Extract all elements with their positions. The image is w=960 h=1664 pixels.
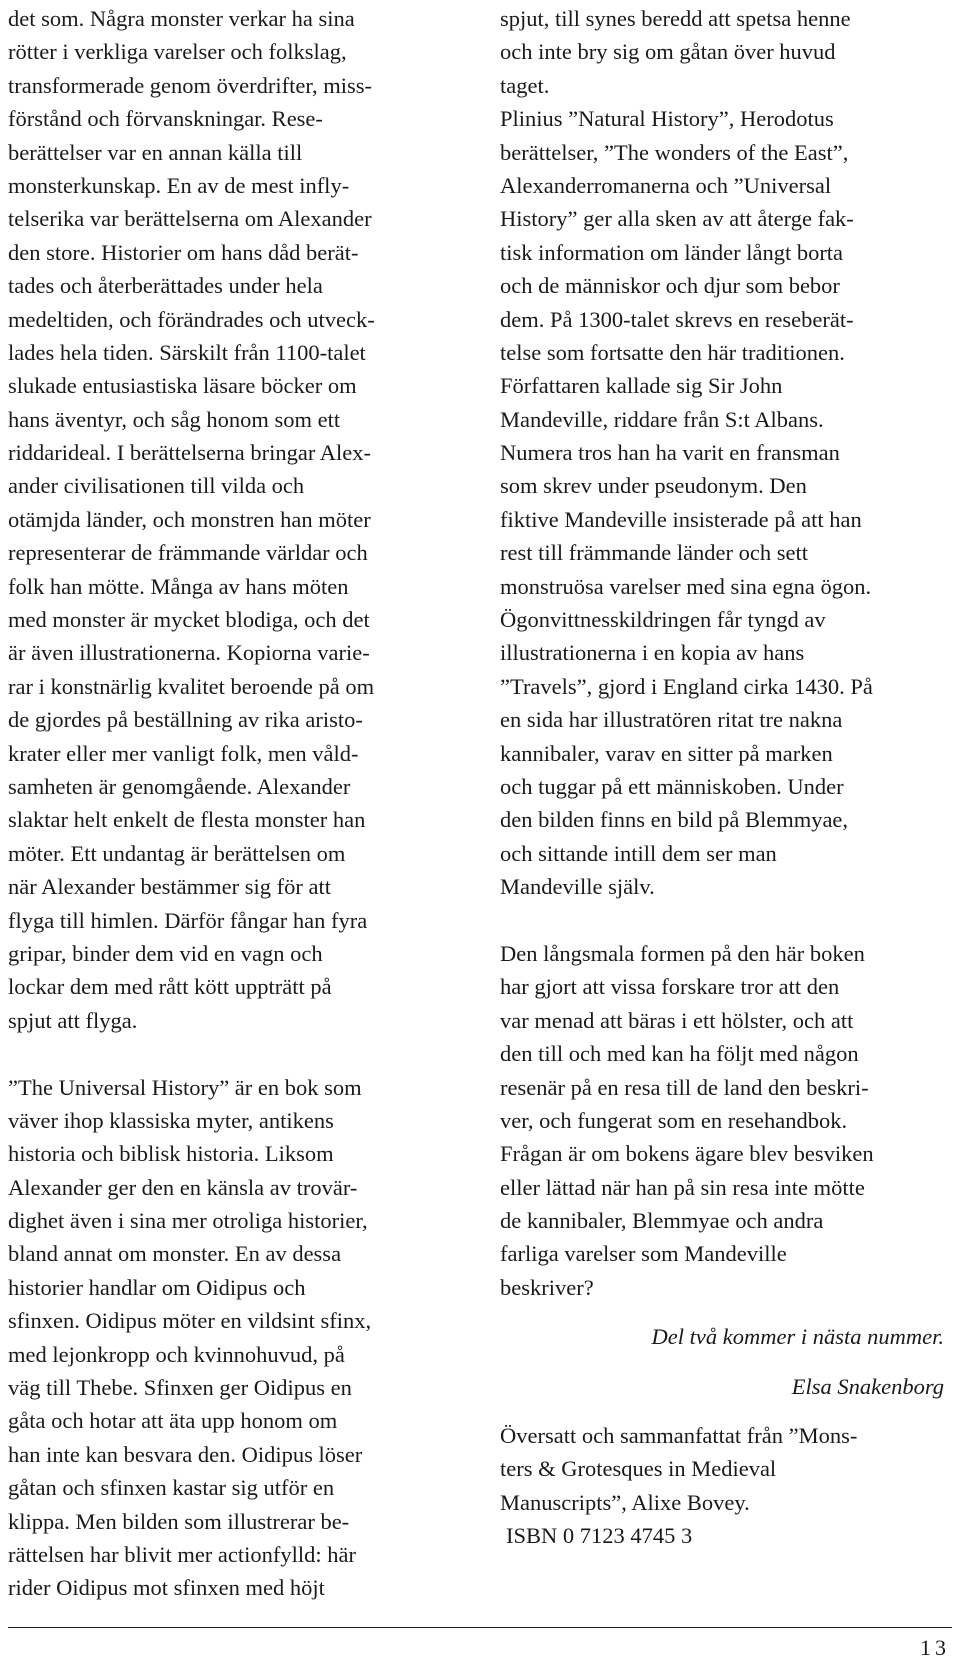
text-line: illustrationerna i en kopia av hans xyxy=(500,640,805,666)
text-line: de gjordes på beställning av rika aristo- xyxy=(8,707,363,733)
text-line: gåta och hotar att äta upp honom om xyxy=(8,1408,338,1434)
text-line: var menad att bäras i ett hölster, och att xyxy=(500,1007,854,1033)
source-credit xyxy=(500,1419,952,1553)
text-line: monsterkunskap. En av de mest infly- xyxy=(8,172,350,198)
text-line: hans äventyr, och såg honom som ett xyxy=(8,406,341,432)
text-line: dighet även i sina mer otroliga historier, xyxy=(8,1208,368,1234)
text-line: tisk information om länder långt borta xyxy=(500,239,844,265)
text-line: rider Oidipus mot sfinxen med höjt xyxy=(8,1575,325,1601)
paragraph-gap xyxy=(500,1403,952,1419)
right-paragraph-continuation xyxy=(500,2,952,102)
text-line: de kannibaler, Blemmyae och andra xyxy=(500,1208,824,1234)
text-line: och tuggar på ett människoben. Under xyxy=(500,773,844,799)
left-paragraph-universal-history xyxy=(8,1071,470,1605)
text-line: rest till främmande länder och sett xyxy=(500,540,809,566)
text-line: möter. Ett undantag är berättelsen om xyxy=(8,840,346,866)
text-line: spjut, till synes beredd att spetsa henne xyxy=(500,6,851,31)
text-line: och sittande intill dem ser man xyxy=(500,840,777,866)
right-paragraph-mandeville xyxy=(500,102,952,903)
author-signature: Elsa Snakenborg xyxy=(791,1373,944,1399)
text-line: spjut att flyga. xyxy=(8,1007,138,1033)
continued-note: Del två kommer i nästa nummer. xyxy=(651,1324,944,1350)
text-line: den bilden finns en bild på Blemmyae, xyxy=(500,807,849,833)
text-line: när Alexander bestämmer sig för att xyxy=(8,874,332,900)
text-line: väver ihop klassiska myter, antikens xyxy=(8,1107,334,1133)
text-line: gripar, binder dem vid en vagn och xyxy=(8,940,323,966)
text-line: rar i konstnärlig kvalitet beroende på om xyxy=(8,673,375,699)
text-line: Plinius ”Natural History”, Herodotus xyxy=(500,106,834,132)
text-line: gåtan och sfinxen kastar sig utför en xyxy=(8,1475,335,1501)
text-line: sfinxen. Oidipus möter en vildsint sfinx, xyxy=(8,1308,372,1334)
text-line: den till och med kan ha följt med någon xyxy=(500,1041,859,1067)
text-line: folk han mötte. Många av hans möten xyxy=(8,573,349,599)
text-line: samheten är genomgående. Alexander xyxy=(8,773,351,799)
text-line: resenär på en resa till de land den beskri- xyxy=(500,1074,869,1100)
text-line: Den långsmala formen på den här boken xyxy=(500,940,865,966)
text-line: ”The Universal History” är en bok som xyxy=(8,1074,362,1100)
text-line: bland annat om monster. En av dessa xyxy=(8,1241,342,1267)
text-line: History” ger alla sken av att återge fak- xyxy=(500,206,854,232)
text-line: telserika var berättelserna om Alexander xyxy=(8,206,372,232)
isbn-line: ISBN 0 7123 4745 3 xyxy=(506,1523,693,1549)
text-line: en sida har illustratören ritat tre nakna xyxy=(500,707,843,733)
text-line: ander civilisationen till vilda och xyxy=(8,473,305,499)
text-line: rättelsen har blivit mer actionfylld: här xyxy=(8,1541,357,1567)
text-line: telse som fortsatte den här traditionen. xyxy=(500,339,845,365)
page-number: 13 xyxy=(920,1635,950,1660)
text-line: beskriver? xyxy=(500,1274,594,1300)
text-line: klippa. Men bilden som illustrerar be- xyxy=(8,1508,350,1534)
text-line: farliga varelser som Mandeville xyxy=(500,1241,787,1267)
text-line: berättelser var en annan källa till xyxy=(8,139,303,165)
text-line: otämjda länder, och monstren han möter xyxy=(8,506,371,532)
text-line: Översatt och sammanfattat från ”Mons- xyxy=(500,1423,858,1449)
text-line: Alexanderromanerna och ”Universal xyxy=(500,172,832,198)
text-line: Författaren kallade sig Sir John xyxy=(500,373,783,399)
text-line: Frågan är om bokens ägare blev besviken xyxy=(500,1141,874,1167)
text-line: väg till Thebe. Sfinxen ger Oidipus en xyxy=(8,1375,352,1401)
text-line: historia och biblisk historia. Liksom xyxy=(8,1141,334,1167)
text-line: taget. xyxy=(500,72,550,98)
text-line: ters & Grotesques in Medieval xyxy=(500,1456,777,1482)
text-line: flyga till himlen. Därför fångar han fyra xyxy=(8,907,368,933)
paragraph-gap xyxy=(500,1304,952,1320)
text-line: Manuscripts”, Alixe Bovey. xyxy=(500,1489,750,1515)
text-line: Alexander ger den en känsla av trovär- xyxy=(8,1174,358,1200)
text-line: dem. På 1300-talet skrevs en reseberät- xyxy=(500,306,854,332)
text-line: riddarideal. I berättelserna bringar Alex- xyxy=(8,440,371,466)
paragraph-gap xyxy=(8,1037,470,1070)
right-paragraph-book-form xyxy=(500,937,952,1304)
paragraph-gap xyxy=(500,1354,952,1370)
text-line: tades och återberättades under hela xyxy=(8,273,323,299)
text-line: ”Travels”, gjord i England cirka 1430. På xyxy=(500,673,873,699)
right-column xyxy=(500,2,952,1553)
text-line: har gjort att vissa forskare tror att den xyxy=(500,974,840,1000)
left-column xyxy=(8,2,470,1605)
paragraph-gap xyxy=(500,904,952,937)
text-line: fiktive Mandeville insisterade på att han xyxy=(500,506,862,532)
text-line: och inte bry sig om gåtan över huvud xyxy=(500,39,836,65)
text-line: som skrev under pseudonym. Den xyxy=(500,473,807,499)
left-paragraph-alexander xyxy=(8,2,470,1037)
text-line: rötter i verkliga varelser och folkslag, xyxy=(8,39,347,65)
footer-rule xyxy=(8,1627,952,1628)
text-line: Mandeville, riddare från S:t Albans. xyxy=(500,406,824,432)
text-line: med lejonkropp och kvinnohuvud, på xyxy=(8,1341,345,1367)
text-line: berättelser, ”The wonders of the East”, xyxy=(500,139,849,165)
text-line: eller lättad när han på sin resa inte mötte xyxy=(500,1174,865,1200)
text-line: lades hela tiden. Särskilt från 1100-talet xyxy=(8,339,366,365)
text-line: med monster är mycket blodiga, och det xyxy=(8,607,370,633)
text-line: och de människor och djur som bebor xyxy=(500,273,840,299)
text-line: Ögonvittnesskildringen får tyngd av xyxy=(500,607,826,633)
text-line: krater eller mer vanligt folk, men våld- xyxy=(8,740,359,766)
text-line: transformerade genom överdrifter, miss- xyxy=(8,72,372,98)
text-line: medeltiden, och förändrades och utveck- xyxy=(8,306,375,332)
text-line: slukade entusiastiska läsare böcker om xyxy=(8,373,357,399)
text-line: historier handlar om Oidipus och xyxy=(8,1274,306,1300)
text-line: det som. Några monster verkar ha sina xyxy=(8,6,355,31)
text-line: lockar dem med rått kött uppträtt på xyxy=(8,974,332,1000)
text-line: han inte kan besvara den. Oidipus löser xyxy=(8,1441,363,1467)
text-line: kannibaler, varav en sitter på marken xyxy=(500,740,833,766)
text-line: representerar de främmande världar och xyxy=(8,540,368,566)
text-line: Numera tros han ha varit en fransman xyxy=(500,440,840,466)
text-line: monstruösa varelser med sina egna ögon. xyxy=(500,573,872,599)
text-line: den store. Historier om hans dåd berät- xyxy=(8,239,359,265)
text-line: förstånd och förvanskningar. Rese- xyxy=(8,106,323,132)
text-line: ver, och fungerat som en resehandbok. xyxy=(500,1107,848,1133)
text-line: slaktar helt enkelt de flesta monster han xyxy=(8,807,366,833)
text-line: Mandeville själv. xyxy=(500,874,655,900)
text-line: är även illustrationerna. Kopiorna varie- xyxy=(8,640,370,666)
